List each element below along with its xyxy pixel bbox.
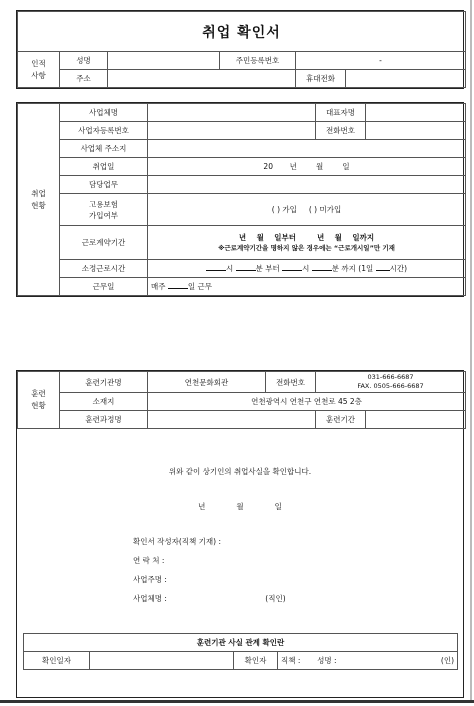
phone-label: 전화번호 bbox=[316, 122, 366, 140]
verify-box bbox=[23, 633, 457, 670]
location-value: 연천광역시 연천구 연천로 45 2층 bbox=[148, 393, 466, 411]
period-label: 훈련기간 bbox=[316, 411, 366, 429]
checker-label: 확인자 bbox=[234, 652, 278, 670]
training-table bbox=[17, 371, 466, 429]
verify-date-label: 확인일자 bbox=[24, 652, 90, 670]
insurance-option-no[interactable]: ( ) 미가입 bbox=[308, 205, 342, 214]
mobile-label: 휴대전화 bbox=[296, 70, 346, 88]
page-edge-right bbox=[470, 0, 472, 700]
address-field[interactable] bbox=[108, 70, 296, 88]
training-sheet bbox=[16, 370, 464, 698]
training-section-label: 훈련 현황 bbox=[18, 372, 60, 429]
writer-field[interactable]: 확인서 작성자(직책 기재) : bbox=[133, 537, 221, 546]
workdays-label: 근무일 bbox=[60, 278, 148, 296]
bizno-field[interactable] bbox=[148, 122, 316, 140]
address-label: 주소 bbox=[60, 70, 108, 88]
page-edge-bottom bbox=[0, 700, 474, 703]
rrn-field[interactable]: - bbox=[296, 52, 466, 70]
course-label: 훈련과정명 bbox=[60, 411, 148, 429]
confirmation-block bbox=[17, 433, 463, 608]
location-label: 소재지 bbox=[60, 393, 148, 411]
company-label: 사업체명 bbox=[60, 104, 148, 122]
workdays-field[interactable]: 매주 일 근무 bbox=[148, 278, 466, 296]
confirmation-date[interactable]: 년 월 일 bbox=[198, 502, 282, 511]
owner-field[interactable]: 사업주명 : bbox=[133, 575, 167, 584]
duty-field[interactable] bbox=[148, 176, 466, 194]
verify-table bbox=[23, 633, 458, 670]
name-field[interactable] bbox=[108, 52, 220, 70]
hire-date-label: 취업일 bbox=[60, 158, 148, 176]
hours-field[interactable]: 시 분 부터 시 분 까지 (1일 시간) bbox=[148, 260, 466, 278]
org-label: 훈련기관명 bbox=[60, 372, 148, 393]
course-field[interactable] bbox=[148, 411, 316, 429]
phone-field[interactable] bbox=[366, 122, 466, 140]
training-phone-label: 전화번호 bbox=[266, 372, 316, 393]
personal-info-table bbox=[17, 11, 466, 88]
contract-field[interactable] bbox=[148, 226, 466, 260]
company-address-label: 사업체 주소지 bbox=[60, 140, 148, 158]
duty-label: 담당업무 bbox=[60, 176, 148, 194]
company-address-field[interactable] bbox=[148, 140, 466, 158]
period-field[interactable] bbox=[366, 411, 466, 429]
insurance-option-yes[interactable]: ( ) 가입 bbox=[271, 205, 297, 214]
insurance-field[interactable] bbox=[148, 194, 466, 226]
document-title: 취업 확인서 bbox=[18, 12, 466, 52]
contract-note: ※근로계약기간을 명하지 않은 경우에는 “근로개시일”만 기재 bbox=[218, 244, 395, 252]
rrn-label: 주민등록번호 bbox=[220, 52, 296, 70]
document-page bbox=[4, 4, 470, 702]
employment-sheet bbox=[16, 102, 464, 297]
employment-section-label: 취업 현황 bbox=[18, 104, 60, 296]
hire-date-field[interactable]: 20 년 월 일 bbox=[148, 158, 466, 176]
hours-label: 소정근로시간 bbox=[60, 260, 148, 278]
contract-label: 근로계약기간 bbox=[60, 226, 148, 260]
company-field[interactable] bbox=[148, 104, 316, 122]
employment-table bbox=[17, 103, 466, 296]
contract-period-line: 년 월 일부터 년 월 일까지 bbox=[238, 233, 375, 242]
contact-field[interactable]: 연 락 처 : bbox=[133, 556, 165, 565]
checker-seal: (인) bbox=[440, 656, 455, 665]
checker-field[interactable]: 직책 : 성명 : (인) bbox=[278, 652, 458, 670]
mobile-field[interactable] bbox=[346, 70, 466, 88]
company-seal: (직인) bbox=[265, 594, 286, 603]
verify-header: 훈련기관 사실 관계 확인란 bbox=[24, 634, 458, 652]
personal-info-sheet bbox=[16, 10, 464, 89]
training-phone-value: 031-666-6687 FAX. 0505-666-6687 bbox=[316, 372, 466, 393]
personal-section-label: 인적 사항 bbox=[18, 52, 60, 88]
org-value: 연천문화회관 bbox=[148, 372, 266, 393]
bizno-label: 사업자등록번호 bbox=[60, 122, 148, 140]
name-label: 성명 bbox=[60, 52, 108, 70]
insurance-label: 고용보험 가입여부 bbox=[60, 194, 148, 226]
ceo-field[interactable] bbox=[366, 104, 466, 122]
confirmation-statement: 위와 같이 상기인의 취업사실을 확인합니다. bbox=[168, 467, 312, 476]
verify-date-field[interactable] bbox=[90, 652, 234, 670]
company-sign-field[interactable]: 사업체명 : (직인) bbox=[133, 594, 286, 603]
ceo-label: 대표자명 bbox=[316, 104, 366, 122]
